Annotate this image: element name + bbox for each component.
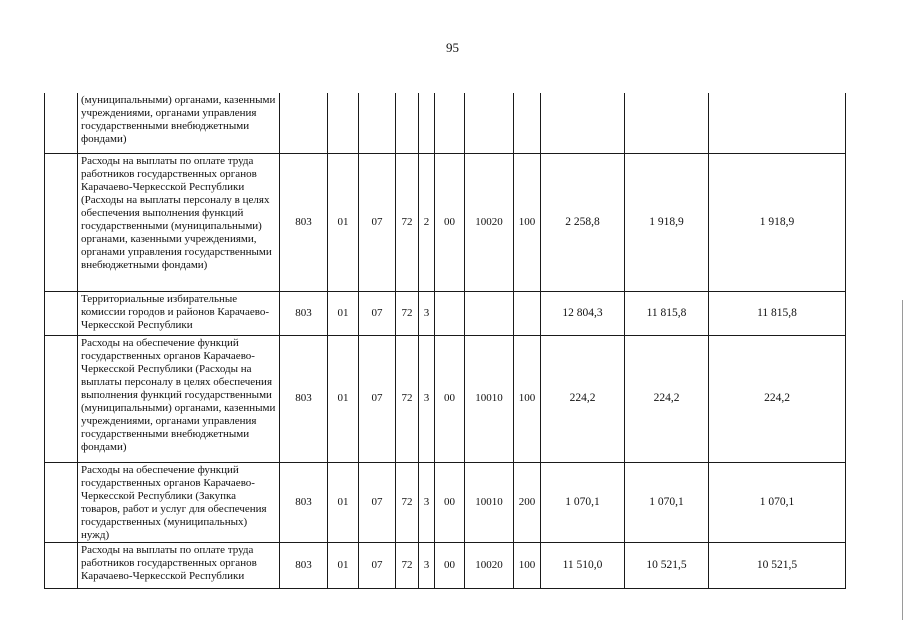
event-code-cell: 00 [435, 335, 465, 462]
table-row [45, 153, 846, 291]
grbs-cell: 803 [280, 335, 328, 462]
section-cell: 01 [328, 542, 359, 588]
scan-edge-line [902, 300, 903, 620]
table-row [45, 291, 846, 335]
event-code-cell: 00 [435, 153, 465, 291]
amount-year2-cell: 10 521,5 [625, 542, 709, 588]
table-row [45, 462, 846, 542]
direction-code-cell: 10010 [465, 462, 514, 542]
row-number-cell [45, 462, 78, 542]
row-number-cell [45, 93, 78, 153]
amount-year2-cell [625, 93, 709, 153]
event-code-cell [435, 291, 465, 335]
direction-code-cell [465, 93, 514, 153]
subprogram-code-cell: 2 [419, 153, 435, 291]
program-code-cell: 72 [396, 335, 419, 462]
amount-year2-cell: 1 070,1 [625, 462, 709, 542]
amount-year2-cell: 1 918,9 [625, 153, 709, 291]
description-cell: Расходы на выплаты по оплате труда работников государственных органов Карачаево-Черкесской Республики [78, 542, 280, 588]
amount-year1-cell: 224,2 [541, 335, 625, 462]
subsection-cell [359, 93, 396, 153]
subprogram-code-cell: 3 [419, 542, 435, 588]
grbs-cell [280, 93, 328, 153]
description-cell: Расходы на выплаты по оплате труда работников государственных органов Карачаево-Черкесской Республики (Расходы на выплаты персоналу в целях обеспечения выполнения функций государственными (муниципальными) органами, казенными учреждениями, органами управления государственными внебюджетными фондами) [78, 153, 280, 291]
amount-year3-cell: 10 521,5 [709, 542, 846, 588]
subsection-cell: 07 [359, 542, 396, 588]
amount-year3-cell: 11 815,8 [709, 291, 846, 335]
expense-type-cell: 100 [514, 542, 541, 588]
table-row [45, 542, 846, 588]
event-code-cell [435, 93, 465, 153]
expense-type-cell: 100 [514, 335, 541, 462]
section-cell [328, 93, 359, 153]
amount-year1-cell [541, 93, 625, 153]
event-code-cell: 00 [435, 462, 465, 542]
amount-year3-cell [709, 93, 846, 153]
subsection-cell: 07 [359, 462, 396, 542]
amount-year1-cell: 1 070,1 [541, 462, 625, 542]
amount-year1-cell: 11 510,0 [541, 542, 625, 588]
amount-year1-cell: 2 258,8 [541, 153, 625, 291]
subsection-cell: 07 [359, 335, 396, 462]
row-number-cell [45, 542, 78, 588]
subprogram-code-cell [419, 93, 435, 153]
expense-type-cell: 100 [514, 153, 541, 291]
expense-type-cell [514, 291, 541, 335]
amount-year3-cell: 1 070,1 [709, 462, 846, 542]
description-cell: Расходы на обеспечение функций государственных органов Карачаево-Черкесской Республики (Закупка товаров, работ и услуг для обеспечения государственных (муниципальных) нужд) [78, 462, 280, 542]
direction-code-cell: 10020 [465, 153, 514, 291]
row-number-cell [45, 153, 78, 291]
amount-year3-cell: 1 918,9 [709, 153, 846, 291]
direction-code-cell: 10020 [465, 542, 514, 588]
program-code-cell: 72 [396, 291, 419, 335]
row-number-cell [45, 291, 78, 335]
subprogram-code-cell: 3 [419, 335, 435, 462]
grbs-cell: 803 [280, 153, 328, 291]
table-row [45, 335, 846, 462]
subsection-cell: 07 [359, 153, 396, 291]
budget-expenditure-table [44, 93, 846, 589]
description-cell: Расходы на обеспечение функций государственных органов Карачаево-Черкесской Республики (Расходы на выплаты персоналу в целях обеспечения выполнения функций государственными (муниципальными) органами, казенными учреждениями, органами управления государственными внебюджетными фондами) [78, 335, 280, 462]
amount-year2-cell: 11 815,8 [625, 291, 709, 335]
grbs-cell: 803 [280, 291, 328, 335]
expense-type-cell [514, 93, 541, 153]
table-row [45, 93, 846, 153]
program-code-cell [396, 93, 419, 153]
amount-year2-cell: 224,2 [625, 335, 709, 462]
direction-code-cell: 10010 [465, 335, 514, 462]
program-code-cell: 72 [396, 462, 419, 542]
description-cell: Территориальные избирательные комиссии городов и районов Карачаево-Черкесской Республики [78, 291, 280, 335]
grbs-cell: 803 [280, 542, 328, 588]
direction-code-cell [465, 291, 514, 335]
event-code-cell: 00 [435, 542, 465, 588]
row-number-cell [45, 335, 78, 462]
program-code-cell: 72 [396, 153, 419, 291]
grbs-cell: 803 [280, 462, 328, 542]
section-cell: 01 [328, 462, 359, 542]
amount-year1-cell: 12 804,3 [541, 291, 625, 335]
section-cell: 01 [328, 291, 359, 335]
expense-type-cell: 200 [514, 462, 541, 542]
subprogram-code-cell: 3 [419, 291, 435, 335]
description-cell: (муниципальными) органами, казенными учреждениями, органами управления государственными внебюджетными фондами) [78, 93, 280, 153]
section-cell: 01 [328, 153, 359, 291]
section-cell: 01 [328, 335, 359, 462]
subprogram-code-cell: 3 [419, 462, 435, 542]
amount-year3-cell: 224,2 [709, 335, 846, 462]
page-number: 95 [446, 40, 459, 55]
program-code-cell: 72 [396, 542, 419, 588]
subsection-cell: 07 [359, 291, 396, 335]
